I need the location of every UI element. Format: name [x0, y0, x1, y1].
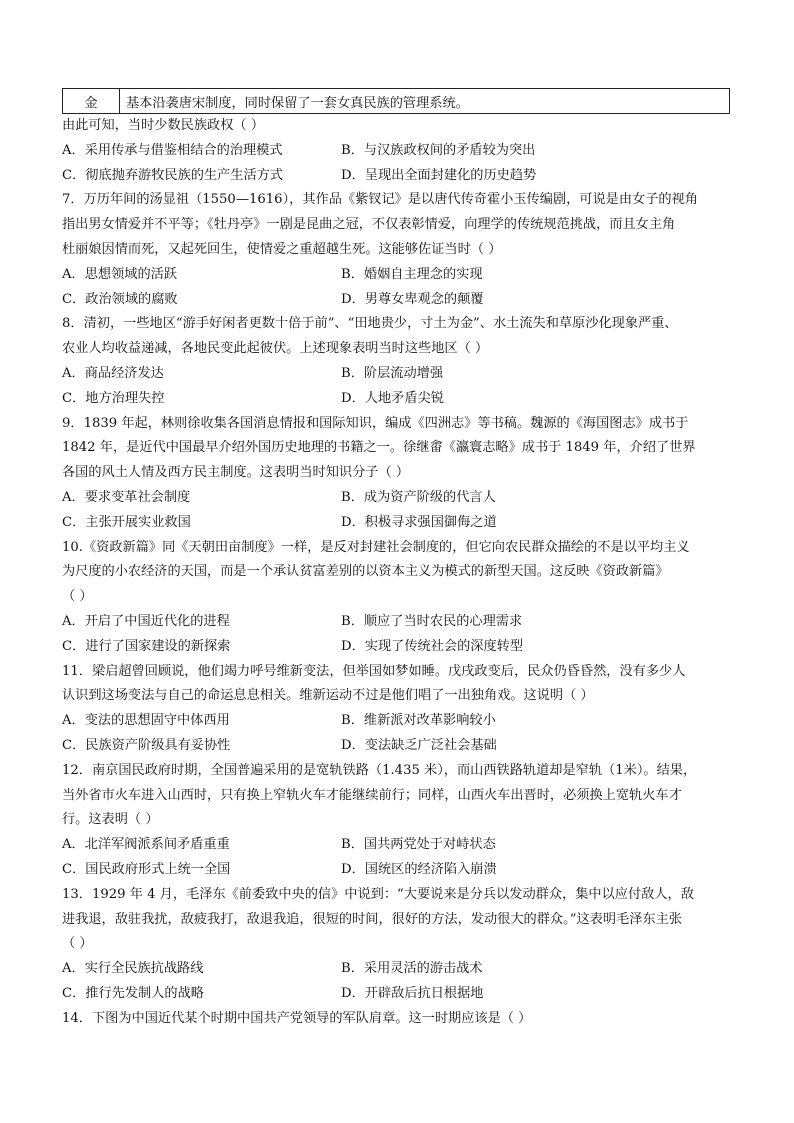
q11-options-row2: [62, 734, 732, 759]
q11-option-c[interactable]: C．民族资产阶级具有妥协性: [62, 737, 231, 753]
q11-option-d[interactable]: D．变法缺乏广泛社会基础: [341, 737, 497, 753]
q6-options-row1: [62, 139, 732, 164]
q13-option-c[interactable]: C．推行先发制人的战略: [62, 985, 204, 1001]
q9-line-3: 各国的风土人情及西方民主制度。这表明当时知识分子（ ）: [62, 465, 410, 481]
q6-options-row2: [62, 164, 732, 189]
q13-line-3: （ ）: [62, 936, 93, 952]
q11-options-row1: [62, 709, 732, 734]
q8-line-2: 农业人均收益递减，各地民变此起彼伏。上述现象表明当时这些地区（ ）: [62, 341, 489, 357]
q12-options-row1: [62, 833, 732, 858]
q14-line-1: 14．下图为中国近代某个时期中国共产党领导的军队肩章。这一时期应该是（ ）: [62, 1010, 532, 1026]
q12-option-a[interactable]: A．北洋军阀派系间矛盾重重: [62, 837, 230, 853]
q13-option-d[interactable]: D．开辟敌后抗日根据地: [341, 985, 484, 1001]
q13-option-b[interactable]: B．采用灵活的游击战术: [341, 961, 483, 977]
q8-options-row2: [62, 387, 732, 412]
q12-line-2: 当外省市火车进入山西时，只有换上窄轨火车才能继续前行；同样，山西火车出晋时，必须换上宽轨火车才: [62, 787, 682, 803]
q7-line-1: 7．万历年间的汤显祖（1550—1616），其作品《紫钗记》是以唐代传奇霍小玉传编剧，可说是由女子的视角: [62, 192, 698, 208]
q9-line-2: 1842 年，是近代中国最早介绍外国历史地理的书籍之一。徐继畬《瀛寰志略》成书于 1849 年，介绍了世界: [62, 440, 696, 456]
question-sheet: [62, 88, 732, 1031]
q10-line-2: 为尺度的小农经济的天国，而是一个承认贫富差别的以资本主义为模式的新型天国。这反映《资政新篇》: [62, 564, 669, 580]
q13-line-1: 13．1929 年 4 月，毛泽东《前委致中央的信》中说到：“大要说来是分兵以发动群众，集中以应付敌人，敌: [62, 886, 694, 902]
q7-option-b[interactable]: B．婚姻自主理念的实现: [341, 266, 483, 282]
q10-option-c[interactable]: C．进行了国家建设的新探索: [62, 638, 231, 654]
q11-line-1: 11．梁启超曾回顾说，他们竭力呼号维新变法，但举国如梦如睡。戊戌政变后，民众仍昏昏然，没有多少人: [62, 663, 686, 679]
q10-option-a[interactable]: A．开启了中国近代化的进程: [62, 613, 230, 629]
q8-option-a[interactable]: A．商品经济发达: [62, 365, 164, 381]
q6-stem: 由此可知，当时少数民族政权（ ）: [62, 118, 265, 133]
q11-line-2: 认识到这场变法与自己的命运息息相关。维新运动不过是他们唱了一出独角戏。这说明（ ）: [62, 688, 594, 704]
q12-option-c[interactable]: C．国民政府形式上统一全国: [62, 861, 231, 877]
q6-option-c[interactable]: C．彻底抛弃游牧民族的生产生活方式: [62, 167, 284, 183]
q11-option-a[interactable]: A．变法的思想固守中体西用: [62, 713, 230, 729]
q10-line-3: （ ）: [62, 589, 93, 605]
q6-option-a[interactable]: A．采用传承与借鉴相结合的治理模式: [62, 142, 283, 158]
q10-option-b[interactable]: B．顺应了当时农民的心理需求: [341, 613, 523, 629]
q9-option-c[interactable]: C．主张开展实业救国: [62, 514, 191, 530]
q9-options-row2: [62, 511, 732, 536]
q12-option-d[interactable]: D．国统区的经济陷入崩溃: [341, 861, 497, 877]
q11-option-b[interactable]: B．维新派对改革影响较小: [341, 713, 496, 729]
q13-options-row2: [62, 982, 732, 1007]
q7-option-c[interactable]: C．政治领域的腐败: [62, 291, 178, 307]
q7-option-d[interactable]: D．男尊女卑观念的颠覆: [341, 291, 484, 307]
q6-option-b[interactable]: B．与汉族政权间的矛盾较为突出: [341, 142, 536, 158]
q8-option-d[interactable]: D．人地矛盾尖锐: [341, 390, 444, 406]
q9-options-row1: [62, 486, 732, 511]
dynasty-table: [62, 88, 730, 114]
q8-option-c[interactable]: C．地方治理失控: [62, 390, 165, 406]
table-text-cell: 基本沿袭唐宋制度，同时保留了一套女真民族的管理系统。: [120, 89, 730, 114]
q12-line-1: 12．南京国民政府时期，全国普遍采用的是宽轨铁路（1.435 米），而山西铁路轨道却是窄轨（1米）。结果，: [62, 762, 697, 778]
q13-line-2: 进我退，敌驻我扰，敌疲我打，敌退我追，很短的时间，很好的方法，发动很大的群众。”这表明毛泽东主张: [62, 911, 682, 927]
table-key-cell: 金: [63, 89, 120, 114]
q12-options-row2: [62, 858, 732, 883]
q7-line-2: 指出男女情爱并不平等；《牡丹亭》一剧是昆曲之冠，不仅表彰情爱，向理学的传统规范挑战，而且女主角: [62, 217, 676, 233]
q13-options-row1: [62, 957, 732, 982]
q10-line-1: 10.《资政新篇》同《天朝田亩制度》一样，是反对封建社会制度的，但它向农民群众描绘的不是以平均主义: [62, 539, 690, 555]
q9-option-b[interactable]: B．成为资产阶级的代言人: [341, 489, 496, 505]
q6-option-d[interactable]: D．呈现出全面封建化的历史趋势: [341, 167, 537, 183]
q8-options-row1: [62, 362, 732, 387]
q7-options-row2: [62, 288, 732, 313]
q8-option-b[interactable]: B．阶层流动增强: [341, 365, 444, 381]
q7-options-row1: [62, 263, 732, 288]
q7-option-a[interactable]: A．思想领域的活跃: [62, 266, 178, 282]
q13-option-a[interactable]: A．实行全民族抗战路线: [62, 961, 204, 977]
q9-line-1: 9．1839 年起，林则徐收集各国消息情报和国际知识，编成《四洲志》等书稿。魏源的《海国图志》成书于: [62, 415, 689, 431]
q12-line-3: 行。这表明（ ）: [62, 812, 159, 828]
q9-option-d[interactable]: D．积极寻求强国御侮之道: [341, 514, 497, 530]
table-row: [63, 89, 730, 114]
q10-option-d[interactable]: D．实现了传统社会的深度转型: [341, 638, 524, 654]
q12-option-b[interactable]: B．国共两党处于对峙状态: [341, 837, 496, 853]
q9-option-a[interactable]: A．要求变革社会制度: [62, 489, 191, 505]
q10-options-row2: [62, 635, 732, 660]
q8-line-1: 8．清初，一些地区“游手好闲者更数十倍于前”、“田地贵少，寸土为金”、水土流失和草原沙化现象严重、: [62, 316, 678, 332]
q10-options-row1: [62, 610, 732, 635]
q7-line-3: 杜丽娘因情而死，又起死回生，使情爱之重超越生死。这能够佐证当时（ ）: [62, 241, 502, 257]
